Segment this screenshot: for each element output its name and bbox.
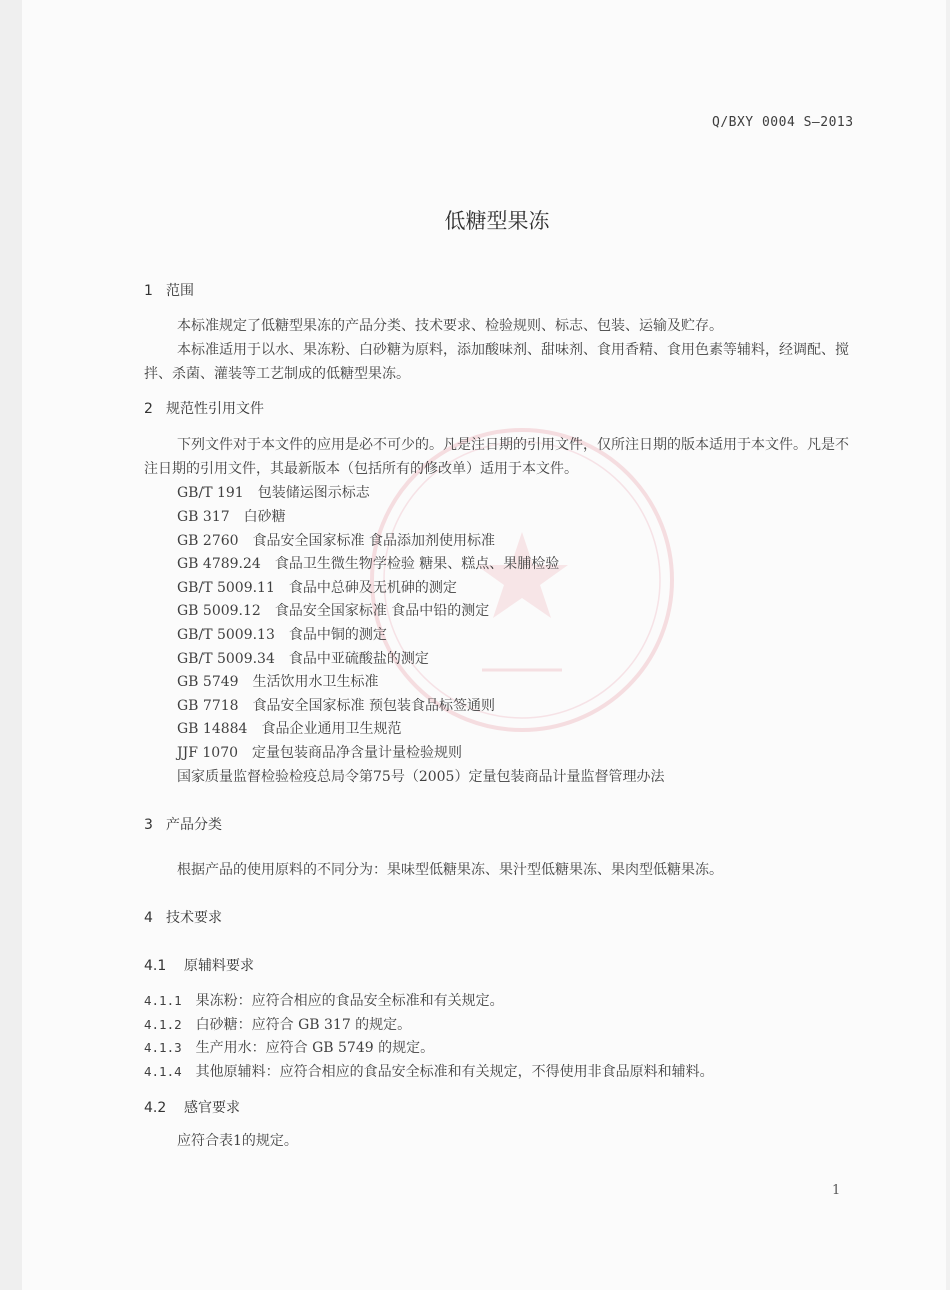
requirement-item [144,1037,434,1057]
reference-name: 定量包装商品净含量计量检验规则 [252,745,463,761]
scope-paragraph-2: 本标准适用于以水、果冻粉、白砂糖为原料，添加酸味剂、甜味剂、食用香精、食用色素等辅料，经调配、搅拌、杀菌、灌装等工艺制成的低糖型果冻。 [144,342,849,382]
reference-name: 食品卫生微生物学检验 糖果、糕点、果脯检验 [274,556,560,572]
reference-item-decree: 国家质量监督检验检疫总局令第75号（2005）定量包装商品计量监督管理办法 [177,769,665,785]
section-number: 4 [144,910,153,926]
document-code: Q/BXY 0004 S—2013 [712,115,854,130]
reference-code: GB 2760 [177,533,239,549]
item-number: 4.1.1 [144,993,182,1008]
subsection-number: 4.1 [144,958,167,974]
reference-name: 食品中铜的测定 [288,627,387,643]
reference-item [177,648,429,668]
reference-item [177,624,387,644]
requirement-item [144,990,504,1010]
document-title: 低糖型果冻 [444,209,550,233]
reference-code: GB 5749 [177,674,239,690]
reference-code: GB/T 5009.11 [177,580,275,596]
subsection-title: 原辅料要求 [184,958,254,974]
reference-name: 白砂糖 [243,509,286,525]
reference-item [177,671,379,691]
item-text: 生产用水：应符合 GB 5749 的规定。 [195,1040,435,1056]
section-4-heading [144,907,222,927]
reference-name: 食品中亚硫酸盐的测定 [288,651,429,667]
reference-code: GB/T 5009.34 [177,651,275,667]
item-text: 果冻粉：应符合相应的食品安全标准和有关规定。 [195,993,504,1009]
item-number: 4.1.3 [144,1040,182,1055]
references-intro: 下列文件对于本文件的应用是必不可少的。凡是注日期的引用文件，仅所注日期的版本适用于本文件。凡是不注日期的引用文件，其最新版本（包括所有的修改单）适用于本文件。 [144,437,849,477]
classification-paragraph: 根据产品的使用原料的不同分为：果味型低糖果冻、果汁型低糖果冻、果肉型低糖果冻。 [177,862,723,878]
subsection-number: 4.2 [144,1100,167,1116]
reference-item [177,695,495,715]
scope-paragraph-1: 本标准规定了低糖型果冻的产品分类、技术要求、检验规则、标志、包装、运输及贮存。 [177,318,723,334]
section-title: 技术要求 [166,910,222,926]
subsection-title: 感官要求 [184,1100,240,1116]
page-number: 1 [832,1183,841,1198]
reference-code: JJF 1070 [177,745,239,761]
section-number: 3 [144,817,153,833]
reference-item [177,506,286,526]
section-number: 1 [144,283,153,299]
section-3-heading [144,814,222,834]
item-text: 白砂糖：应符合 GB 317 的规定。 [195,1017,412,1033]
reference-code: GB 4789.24 [177,556,261,572]
section-title: 规范性引用文件 [166,401,264,417]
reference-name: 食品中总砷及无机砷的测定 [288,580,457,596]
reference-code: GB 7718 [177,698,239,714]
item-number: 4.1.4 [144,1064,182,1079]
item-text: 其他原辅料：应符合相应的食品安全标准和有关规定，不得使用非食品原料和辅料。 [195,1064,714,1080]
item-number: 4.1.2 [144,1017,182,1032]
subsection-4-1-heading [144,955,254,975]
section-number: 2 [144,401,153,417]
reference-item [177,718,401,738]
reference-code: GB 317 [177,509,230,525]
reference-item [177,577,457,597]
reference-code: GB 14884 [177,721,248,737]
reference-name: 生活饮用水卫生标准 [252,674,379,690]
reference-code: GB/T 191 [177,485,244,501]
requirement-item [144,1061,714,1081]
reference-item [177,482,370,502]
reference-name: 食品安全国家标准 食品添加剂使用标准 [252,533,496,549]
subsection-4-2-heading [144,1097,240,1117]
section-1-heading [144,280,194,300]
section-title: 范围 [166,283,194,299]
reference-name: 包装储运图示标志 [257,485,370,501]
reference-item [177,742,462,762]
reference-name: 食品安全国家标准 食品中铅的测定 [274,603,490,619]
section-2-heading [144,398,264,418]
reference-name: 食品安全国家标准 预包装食品标签通则 [252,698,496,714]
sensory-requirement-text: 应符合表1的规定。 [177,1133,298,1149]
reference-code: GB/T 5009.13 [177,627,275,643]
section-title: 产品分类 [166,817,222,833]
reference-item [177,530,495,550]
reference-code: GB 5009.12 [177,603,261,619]
reference-name: 食品企业通用卫生规范 [261,721,402,737]
reference-item [177,600,489,620]
reference-item [177,553,559,573]
requirement-item [144,1014,411,1034]
